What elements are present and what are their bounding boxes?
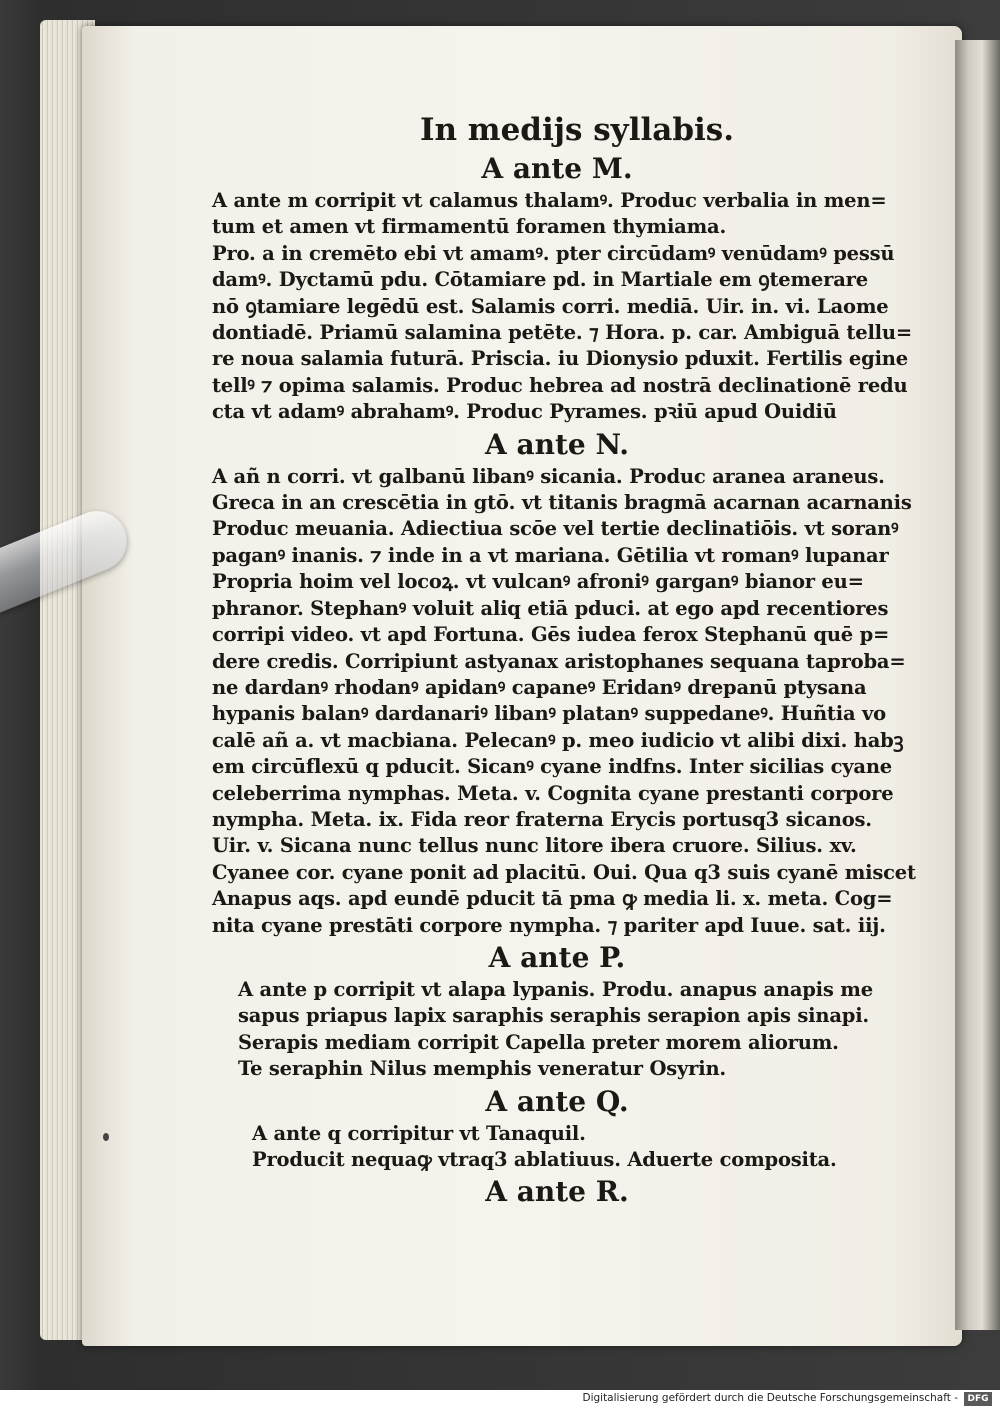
- text-line: Serapis mediam corripit Capella preter morem aliorum.: [238, 1030, 839, 1054]
- text-line: hypanis balanꝰ dardanariꝰ libanꝰ platanꝰ suppedaneꝰ. Huñtia vo: [212, 702, 886, 726]
- text-line: Cyanee cor. cyane ponit ad placitū. Oui. Qua q3 suis cyanē miscet: [212, 860, 916, 884]
- text-line: Produc meuania. Adiectiua scōe vel tertie declinatiōis. vt soranꝰ: [212, 517, 899, 541]
- section-title: A ante N.: [484, 427, 630, 461]
- text-line: Te seraphin Nilus memphis veneratur Osyrin.: [238, 1057, 727, 1081]
- text-line: Uir. v. Sicana nunc tellus nunc litore ibera cruore. Silius. xv.: [212, 834, 857, 858]
- footer-credit: Digitalisierung gefördert durch die Deutsche Forschungsgemeinschaft -: [582, 1392, 958, 1404]
- text-line: A añ n corri. vt galbanū libanꝰ sicania. Produc aranea araneus.: [212, 464, 885, 488]
- section-title: A ante M.: [481, 152, 633, 185]
- ink-mark: [103, 1133, 109, 1141]
- book-fore-edge: [955, 40, 1000, 1330]
- text-line: celeberrima nymphas. Meta. v. Cognita cyane prestanti corpore: [212, 781, 894, 805]
- footer-bar: [0, 1390, 1000, 1409]
- text-line: ne dardanꝰ rhodanꝰ apidanꝰ capaneꝰ Eridanꝰ drepanū ptysana: [212, 675, 867, 699]
- text-line: cta vt adamꝰ abrahamꝰ. Produc Pyrames. pꝛiū apud Ouidiū: [212, 400, 837, 424]
- text-line: Greca in an crescētia in gtō. vt titanis bragmā acarnan acarnanis: [212, 491, 912, 515]
- text-line: corripi video. vt apd Fortuna. Gēs iudea ferox Stephanū quē p=: [212, 623, 890, 647]
- section-title: A ante Q.: [485, 1084, 629, 1118]
- section-title: A ante P.: [488, 940, 626, 974]
- text-line: Pro. a in cremēto ebi vt amamꝰ. pter circūdamꝰ venūdamꝰ pessū: [212, 241, 895, 265]
- text-line: Propria hoim vel locoꝝ. vt vulcanꝰ afroniꝰ garganꝰ bianor eu=: [212, 570, 864, 594]
- text-line: sapus priapus lapix saraphis seraphis serapion apis sinapi.: [238, 1004, 869, 1028]
- text-line: damꝰ. Dyctamū pdu. Cōtamiare pd. in Martiale em ꝯtemerare: [212, 268, 868, 292]
- text-line: Anapus aqs. apd eundē pducit tā pma ꝙ media li. x. meta. Cog=: [212, 887, 893, 911]
- text-line: em circūflexū q pducit. Sicanꝰ cyane indfns. Inter sicilias cyane: [212, 755, 893, 779]
- text-line: tellꝰ ⁊ opima salamis. Produc hebrea ad nostrā declinationē redu: [212, 373, 908, 397]
- page-heading: In medijs syllabis.: [419, 112, 735, 148]
- sections-container: [212, 150, 916, 1211]
- text-line: A ante m corripit vt calamus thalamꝰ. Produc verbalia in men=: [212, 189, 887, 212]
- text-line: nō ꝯtamiare legēdū est. Salamis corri. mediā. Uir. in. vi. Laome: [212, 294, 889, 318]
- text-line: nympha. Meta. ix. Fida reor fraterna Erycis portusq3 sicanos.: [212, 807, 872, 831]
- printed-text: [212, 110, 916, 1211]
- text-line: phranor. Stephanꝰ voluit aliq etiā pduci. at ego apd recentiores: [212, 596, 889, 620]
- text-line: A ante p corripit vt alapa lypanis. Produ. anapus anapis me: [238, 977, 873, 1001]
- text-line: dontiadē. Priamū salamina petēte. ⁊ Hora. p. car. Ambiguā tellu=: [212, 321, 912, 345]
- text-line: nita cyane prestāti corpore nympha. ⁊ pariter apd Iuue. sat. iij.: [212, 913, 886, 937]
- text-line: dere credis. Corripiunt astyanax aristophanes sequana taproba=: [212, 649, 906, 673]
- section-title: A ante R.: [485, 1175, 629, 1209]
- text-line: re noua salamia futurā. Priscia. iu Dionysio pduxit. Fertilis egine: [212, 347, 908, 371]
- text-line: tum et amen vt firmamentū foramen thymiama.: [212, 215, 727, 239]
- text-line: Producit nequaꝙ vtraq3 ablatiuus. Aduerte composita.: [252, 1148, 837, 1171]
- text-line: calē añ a. vt macbiana. Pelecanꝰ p. meo iudicio vt alibi dixi. habꝫ: [212, 728, 904, 752]
- dfg-logo: DFG: [964, 1392, 992, 1406]
- text-line: A ante q corripitur vt Tanaquil.: [252, 1121, 586, 1145]
- text-line: paganꝰ inanis. ⁊ inde in a vt mariana. Gētilia vt romanꝰ lupanar: [212, 543, 889, 567]
